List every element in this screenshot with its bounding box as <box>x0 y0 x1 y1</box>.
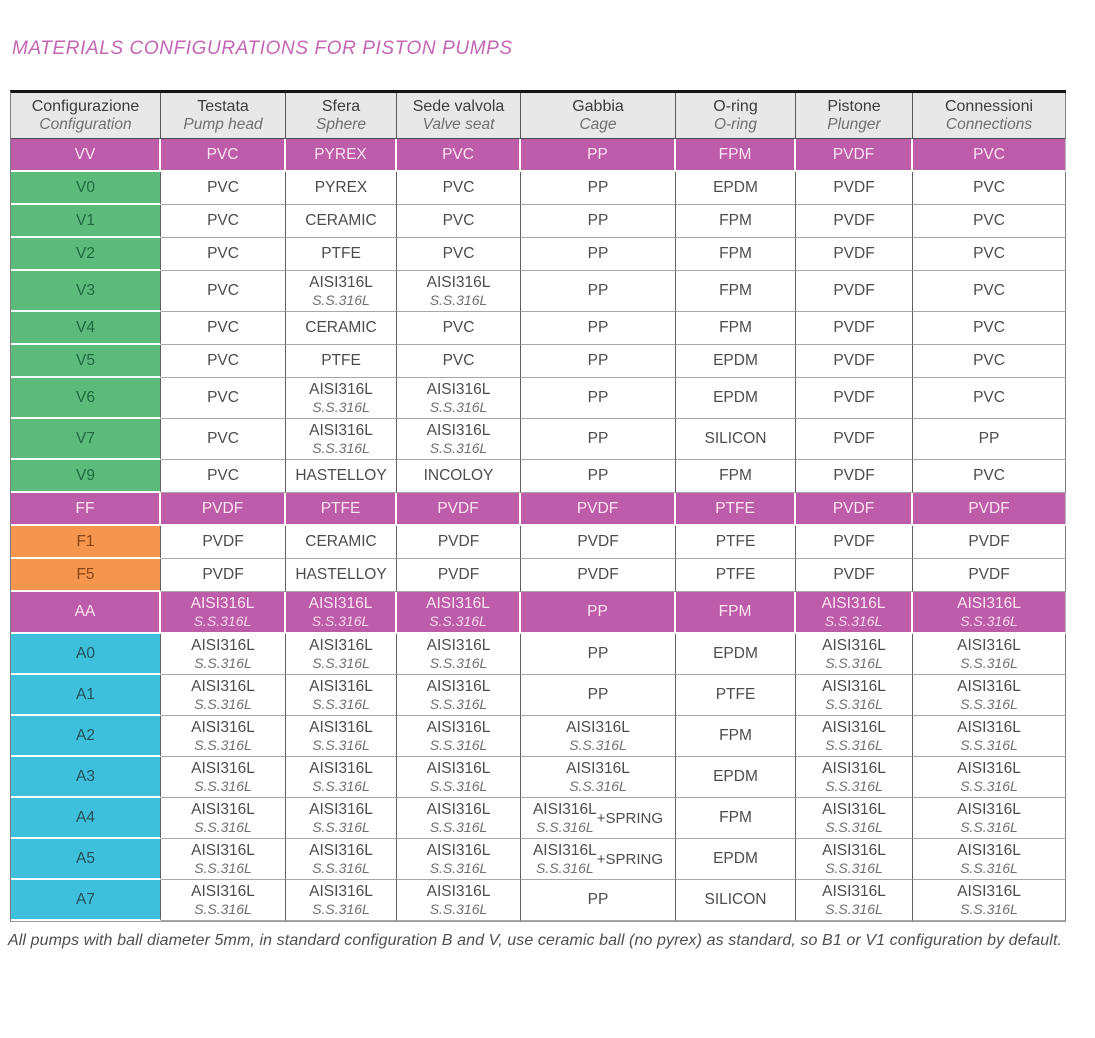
material-cell: AISI316L S.S.316L <box>397 839 521 880</box>
material-cell: AISI316L S.S.316L <box>286 880 397 921</box>
column-header-valve-seat: Sede valvola Valve seat <box>397 93 521 139</box>
material-cell: AISI316L S.S.316L <box>286 757 397 798</box>
material-cell: PP <box>521 271 676 312</box>
material-cell: EPDM <box>676 378 796 419</box>
table-row-v1 <box>11 205 1066 238</box>
material-cell: PVC <box>397 172 521 205</box>
material-cell: CERAMIC <box>286 312 397 345</box>
material-cell: PVDF <box>521 493 676 526</box>
material-cell: SILICON <box>676 880 796 921</box>
material-cell: CERAMIC <box>286 205 397 238</box>
material-cell: PVDF <box>397 559 521 592</box>
material-cell: AISI316L S.S.316L <box>397 675 521 716</box>
material-cell: AISI316L S.S.316L <box>286 592 397 634</box>
material-cell: AISI316L S.S.316L <box>913 839 1066 880</box>
material-cell: HASTELLOY <box>286 460 397 493</box>
material-cell: PP <box>521 880 676 921</box>
material-cell: PVC <box>161 419 286 460</box>
material-cell: EPDM <box>676 634 796 675</box>
config-cell: A0 <box>11 634 161 675</box>
material-cell: AISI316L S.S.316L <box>161 839 286 880</box>
table-row-a2 <box>11 716 1066 757</box>
column-header-pump-head: Testata Pump head <box>161 93 286 139</box>
table-row-f5 <box>11 559 1066 592</box>
material-cell: AISI316L S.S.316L <box>913 592 1066 634</box>
material-cell: PVC <box>913 271 1066 312</box>
material-cell: PVDF <box>161 493 286 526</box>
material-cell: PTFE <box>286 238 397 271</box>
column-header-configuration: Configurazione Configuration <box>11 93 161 139</box>
material-cell: PVC <box>913 238 1066 271</box>
material-cell: AISI316L S.S.316L <box>397 716 521 757</box>
material-cell: PTFE <box>676 493 796 526</box>
material-cell: AISI316L S.S.316L <box>161 757 286 798</box>
material-cell: AISI316L S.S.316L <box>161 798 286 839</box>
config-cell: V7 <box>11 419 161 460</box>
material-cell: PTFE <box>676 675 796 716</box>
material-cell: AISI316L S.S.316L <box>913 634 1066 675</box>
material-cell: PVDF <box>796 559 913 592</box>
material-cell: PTFE <box>676 526 796 559</box>
material-cell: PVDF <box>796 526 913 559</box>
material-cell: FPM <box>676 238 796 271</box>
material-cell: PYREX <box>286 139 397 172</box>
material-cell: AISI316L S.S.316L <box>161 716 286 757</box>
table-row-v5 <box>11 345 1066 378</box>
config-cell: VV <box>11 139 161 172</box>
config-cell: V5 <box>11 345 161 378</box>
config-cell: F1 <box>11 526 161 559</box>
material-cell: PVC <box>161 172 286 205</box>
materials-configuration-table <box>10 90 1066 922</box>
config-cell: V1 <box>11 205 161 238</box>
material-cell: AISI316L S.S.316L <box>796 716 913 757</box>
config-cell: A3 <box>11 757 161 798</box>
material-cell: PVDF <box>796 460 913 493</box>
material-cell: PP <box>521 312 676 345</box>
config-cell: A1 <box>11 675 161 716</box>
material-cell: PVC <box>161 238 286 271</box>
material-cell: HASTELLOY <box>286 559 397 592</box>
material-cell: PP <box>521 139 676 172</box>
material-cell: AISI316L S.S.316L <box>397 757 521 798</box>
material-cell: AISI316L S.S.316L <box>796 880 913 921</box>
material-cell: AISI316L S.S.316L <box>286 271 397 312</box>
material-cell: PP <box>521 675 676 716</box>
config-cell: V3 <box>11 271 161 312</box>
table-row-a3 <box>11 757 1066 798</box>
material-cell: PVDF <box>521 559 676 592</box>
material-cell: AISI316L S.S.316L <box>913 757 1066 798</box>
material-cell: PP <box>521 419 676 460</box>
material-cell: AISI316L S.S.316L <box>796 634 913 675</box>
material-cell: PVDF <box>796 419 913 460</box>
catalog-page <box>0 38 1095 950</box>
material-cell: AISI316L S.S.316L <box>796 757 913 798</box>
material-cell: PVC <box>397 139 521 172</box>
material-cell: AISI316L S.S.316L <box>161 675 286 716</box>
material-cell: PVC <box>161 139 286 172</box>
material-cell: AISI316L S.S.316L <box>397 634 521 675</box>
material-cell: AISI316L S.S.316L <box>161 592 286 634</box>
config-cell: AA <box>11 592 161 634</box>
material-cell: AISI316L S.S.316L <box>796 839 913 880</box>
page-title: MATERIALS CONFIGURATIONS FOR PISTON PUMPS <box>12 38 513 59</box>
table-row-a7 <box>11 880 1066 921</box>
material-cell: PTFE <box>286 493 397 526</box>
material-cell: PVDF <box>161 559 286 592</box>
material-cell: EPDM <box>676 757 796 798</box>
material-cell: PVDF <box>397 493 521 526</box>
material-cell: PYREX <box>286 172 397 205</box>
config-cell: V0 <box>11 172 161 205</box>
material-cell: AISI316L S.S.316L <box>796 592 913 634</box>
material-cell: PVDF <box>796 205 913 238</box>
material-cell: AISI316L S.S.316L <box>913 716 1066 757</box>
material-cell: AISI316L S.S.316L <box>397 378 521 419</box>
table-row-v0 <box>11 172 1066 205</box>
material-cell: AISI316L S.S.316L <box>286 378 397 419</box>
material-cell: PVC <box>913 205 1066 238</box>
config-cell: A7 <box>11 880 161 921</box>
material-cell: SILICON <box>676 419 796 460</box>
material-cell: AISI316L S.S.316L <box>397 419 521 460</box>
column-header-sphere: Sfera Sphere <box>286 93 397 139</box>
material-cell: AISI316L S.S.316L <box>521 757 676 798</box>
table-row-ff <box>11 493 1066 526</box>
table-row-a4 <box>11 798 1066 839</box>
material-cell: EPDM <box>676 172 796 205</box>
table-row-vv <box>11 139 1066 172</box>
material-cell: PVC <box>913 139 1066 172</box>
material-cell: PP <box>521 460 676 493</box>
column-header-plunger: Pistone Plunger <box>796 93 913 139</box>
config-cell: A2 <box>11 716 161 757</box>
material-cell: AISI316L S.S.316L <box>286 839 397 880</box>
column-header-cage: Gabbia Cage <box>521 93 676 139</box>
material-cell: PP <box>521 378 676 419</box>
config-cell: V2 <box>11 238 161 271</box>
material-cell: PVDF <box>796 238 913 271</box>
material-cell: PVDF <box>397 526 521 559</box>
material-cell: EPDM <box>676 839 796 880</box>
material-cell: PVDF <box>913 526 1066 559</box>
material-cell: PVC <box>397 205 521 238</box>
material-cell: PVC <box>913 345 1066 378</box>
material-cell: AISI316L S.S.316L <box>286 634 397 675</box>
table-row-f1 <box>11 526 1066 559</box>
material-cell: AISI316L S.S.316L <box>913 880 1066 921</box>
table-row-v9 <box>11 460 1066 493</box>
material-cell: PVDF <box>796 312 913 345</box>
material-cell: PVDF <box>796 378 913 419</box>
material-cell: PVC <box>397 238 521 271</box>
table-row-v7 <box>11 419 1066 460</box>
config-cell: A5 <box>11 839 161 880</box>
material-cell: PVC <box>161 345 286 378</box>
material-cell: AISI316L S.S.316L <box>397 271 521 312</box>
table-row-aa <box>11 592 1066 634</box>
header-row <box>11 93 1066 139</box>
table-row-a1 <box>11 675 1066 716</box>
material-cell: PVDF <box>796 172 913 205</box>
material-cell: INCOLOY <box>397 460 521 493</box>
material-cell: PVDF <box>913 559 1066 592</box>
table-row-a5 <box>11 839 1066 880</box>
config-cell: FF <box>11 493 161 526</box>
material-cell: FPM <box>676 592 796 634</box>
material-cell: FPM <box>676 798 796 839</box>
material-cell: PVC <box>161 271 286 312</box>
material-cell: FPM <box>676 205 796 238</box>
material-cell: AISI316L S.S.316L <box>286 798 397 839</box>
material-cell: PVDF <box>796 271 913 312</box>
material-cell: AISI316L S.S.316L <box>161 880 286 921</box>
config-cell: V4 <box>11 312 161 345</box>
material-cell: PP <box>521 345 676 378</box>
material-cell: AISI316L S.S.316L <box>913 675 1066 716</box>
material-cell: PVC <box>913 378 1066 419</box>
material-cell: PP <box>521 592 676 634</box>
material-cell: PVC <box>161 205 286 238</box>
material-cell: PVC <box>161 312 286 345</box>
table-row-v2 <box>11 238 1066 271</box>
material-cell: PTFE <box>286 345 397 378</box>
material-cell: PVDF <box>796 493 913 526</box>
material-cell: PVC <box>913 460 1066 493</box>
material-cell: AISI316L S.S.316L <box>397 880 521 921</box>
material-cell: AISI316L S.S.316L +SPRING <box>521 839 676 880</box>
material-cell: AISI316L S.S.316L <box>397 798 521 839</box>
material-cell: PVC <box>161 460 286 493</box>
material-cell: PVC <box>161 378 286 419</box>
config-cell: A4 <box>11 798 161 839</box>
table-body <box>11 139 1066 921</box>
material-cell: PVC <box>397 312 521 345</box>
material-cell: PTFE <box>676 559 796 592</box>
table-row-v4 <box>11 312 1066 345</box>
table-row-a0 <box>11 634 1066 675</box>
material-cell: PP <box>521 172 676 205</box>
material-cell: AISI316L S.S.316L <box>286 675 397 716</box>
material-cell: PVC <box>397 345 521 378</box>
material-cell: PVC <box>913 312 1066 345</box>
material-cell: PVDF <box>521 526 676 559</box>
material-cell: FPM <box>676 139 796 172</box>
column-header-o-ring: O-ring O-ring <box>676 93 796 139</box>
material-cell: PVDF <box>913 493 1066 526</box>
column-header-connections: Connessioni Connections <box>913 93 1066 139</box>
material-cell: AISI316L S.S.316L <box>521 716 676 757</box>
material-cell: PP <box>521 634 676 675</box>
material-cell: AISI316L S.S.316L <box>397 592 521 634</box>
material-cell: PVDF <box>796 139 913 172</box>
material-cell: PVDF <box>796 345 913 378</box>
material-cell: PVC <box>913 172 1066 205</box>
material-cell: PVDF <box>161 526 286 559</box>
material-cell: AISI316L S.S.316L <box>913 798 1066 839</box>
material-cell: AISI316L S.S.316L +SPRING <box>521 798 676 839</box>
material-cell: FPM <box>676 312 796 345</box>
table-row-v6 <box>11 378 1066 419</box>
material-cell: FPM <box>676 716 796 757</box>
material-cell: AISI316L S.S.316L <box>286 716 397 757</box>
material-cell: PP <box>521 238 676 271</box>
material-cell: AISI316L S.S.316L <box>161 634 286 675</box>
material-cell: AISI316L S.S.316L <box>796 675 913 716</box>
config-cell: V6 <box>11 378 161 419</box>
material-cell: FPM <box>676 460 796 493</box>
material-cell: PP <box>913 419 1066 460</box>
material-cell: CERAMIC <box>286 526 397 559</box>
material-cell: AISI316L S.S.316L <box>286 419 397 460</box>
footnote: All pumps with ball diameter 5mm, in standard configuration B and V, use ceramic ball (no pyrex) as standard, so B1 or V1 configuration by default. <box>8 932 1063 949</box>
config-cell: V9 <box>11 460 161 493</box>
material-cell: FPM <box>676 271 796 312</box>
config-cell: F5 <box>11 559 161 592</box>
material-cell: AISI316L S.S.316L <box>796 798 913 839</box>
table-header <box>11 93 1066 139</box>
table-row-v3 <box>11 271 1066 312</box>
material-cell: PP <box>521 205 676 238</box>
material-cell: EPDM <box>676 345 796 378</box>
